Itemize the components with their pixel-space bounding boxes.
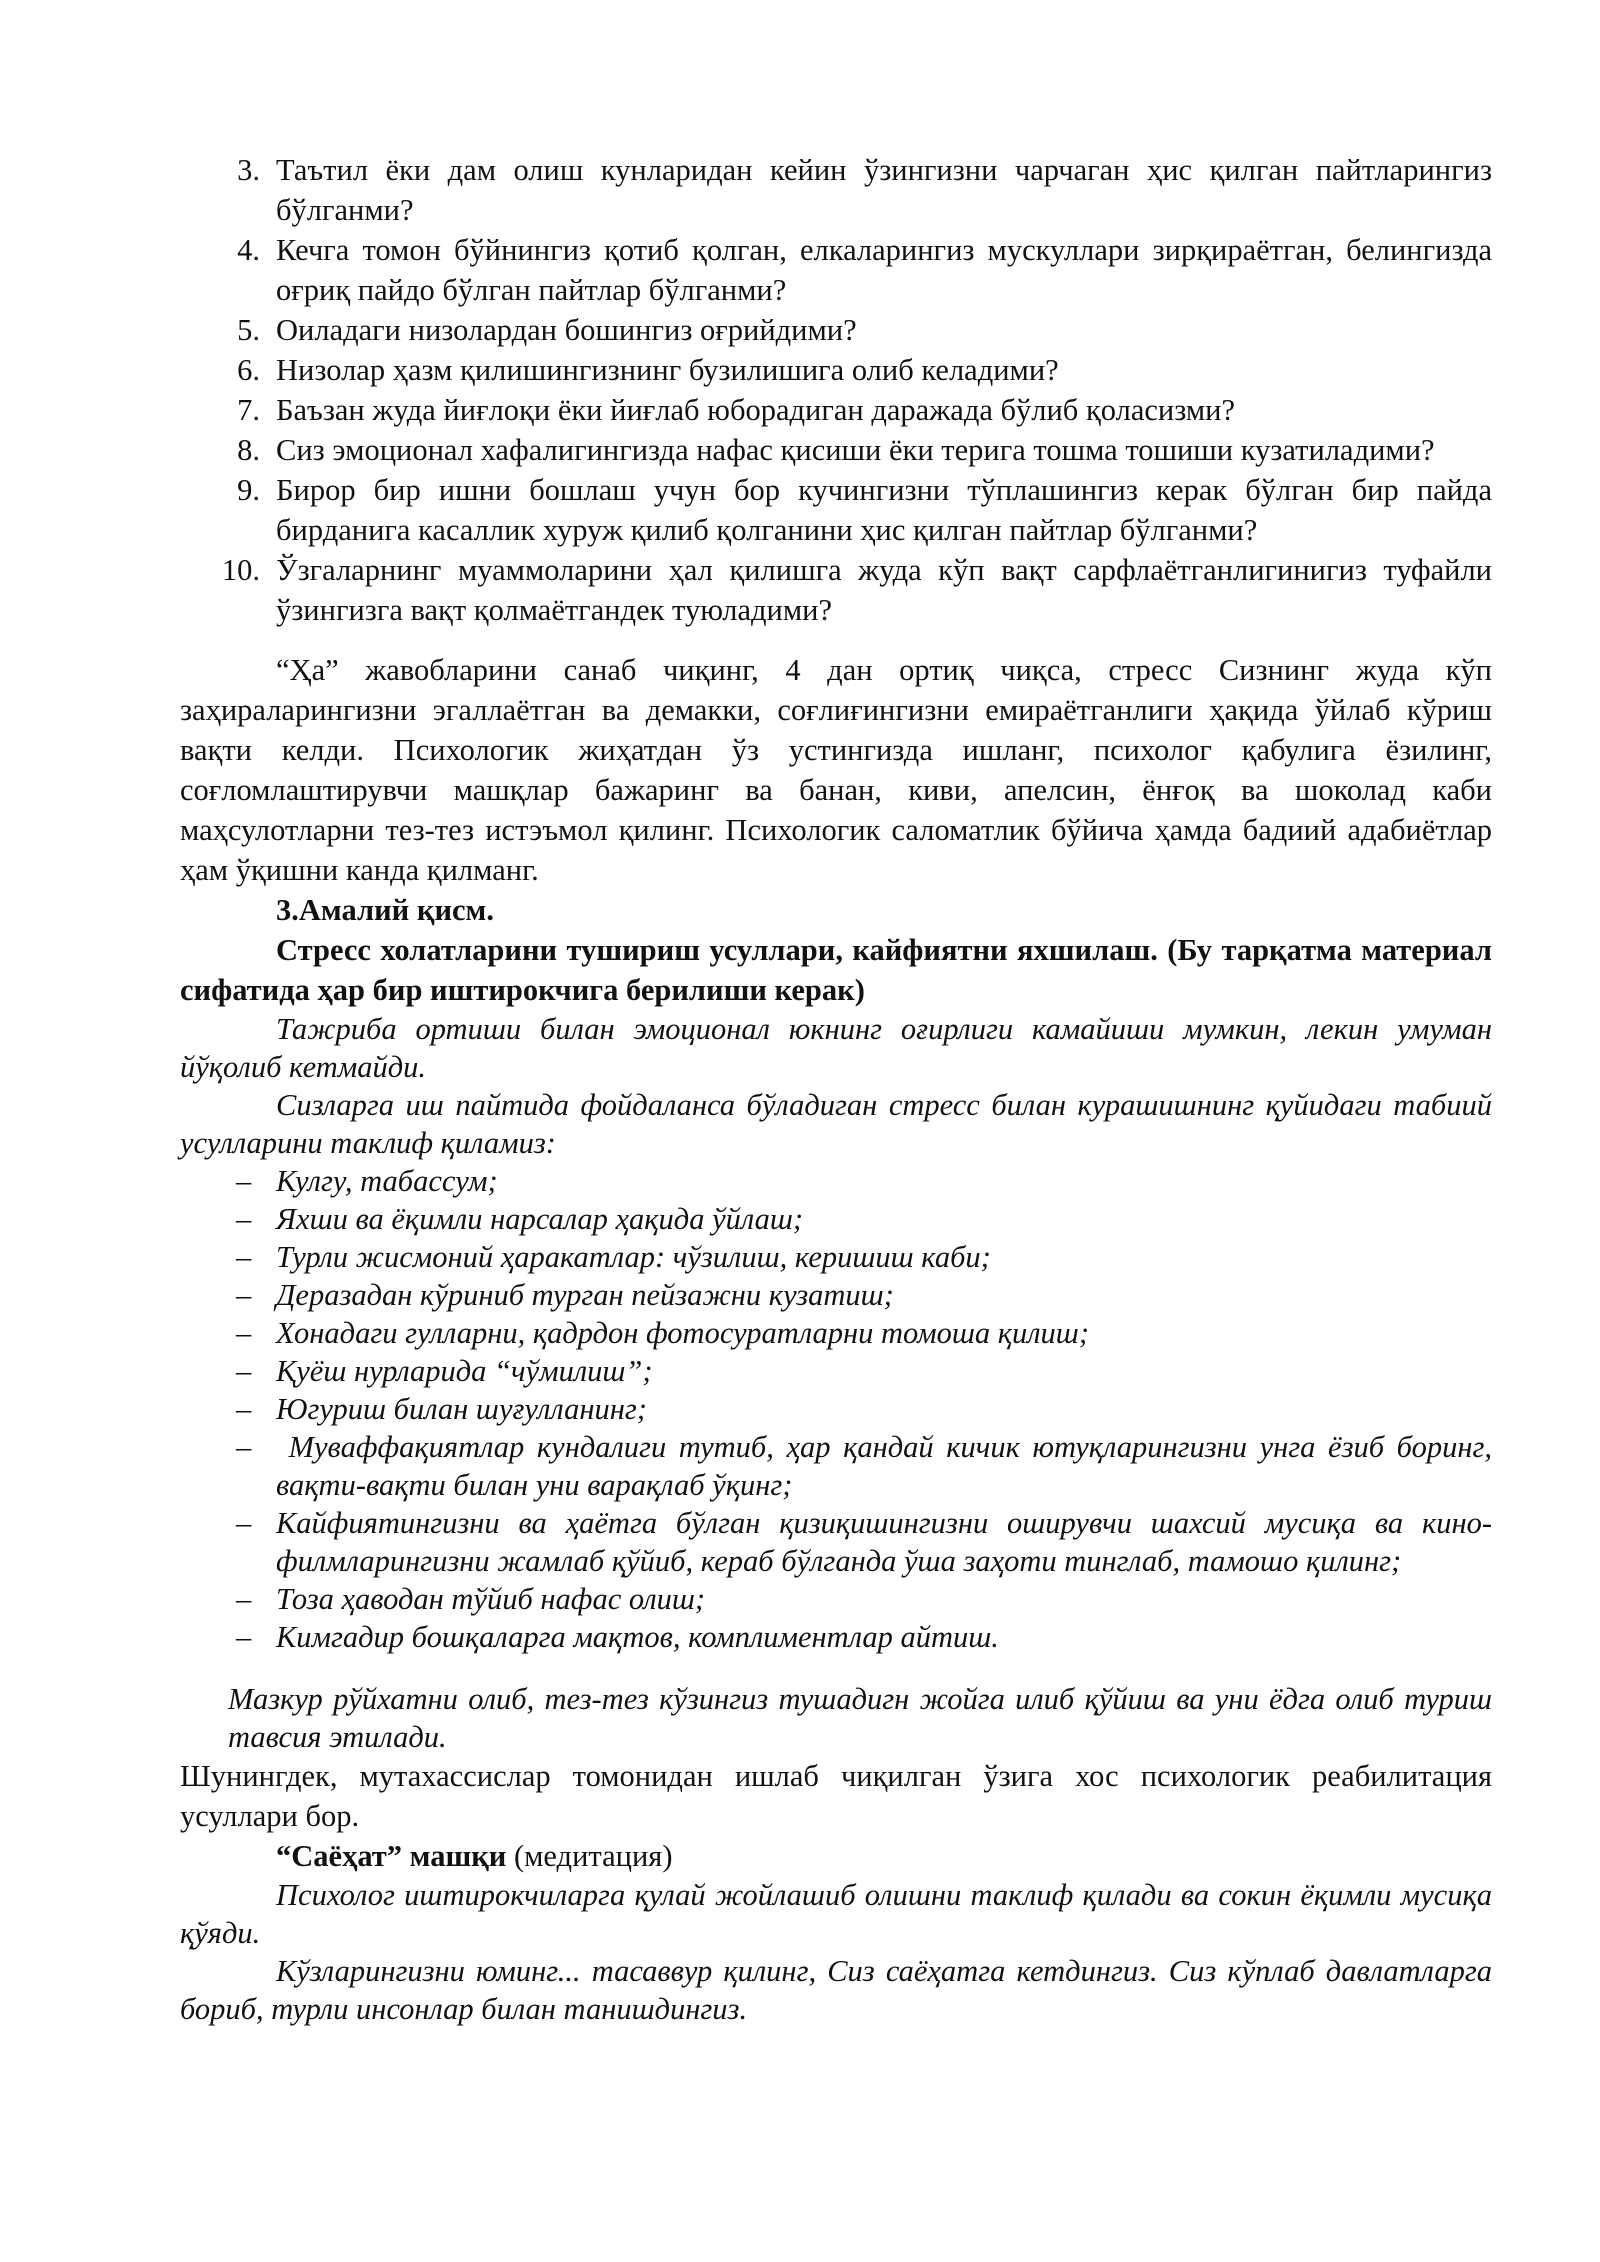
questionnaire-list — [180, 150, 1492, 630]
list-item: – Яхши ва ёқимли нарсалар ҳақида ўйлаш; — [236, 1202, 804, 1236]
intro-italic-1: Тажриба ортиши билан эмоционал юкнинг оғирлиги камайиши мумкин, лекин умуман йўқолиб кетмайди. — [180, 1012, 1492, 1084]
rehab-paragraph: Шунингдек, мутахассислар томонидан ишлаб чиқилган ўзига хос психологик реабилитация усуллари бор. — [180, 1759, 1492, 1833]
question-item: 8. Сиз эмоционал хафалигингизда нафас қисиши ёки терига тошма тошиши кузатиладими? — [237, 433, 1435, 467]
list-item: – Қуёш нурларида “чўмилиш”; — [236, 1354, 653, 1388]
question-item: 5. Оиладаги низолардан бошингиз оғрийдими? — [237, 313, 857, 347]
dash-bullet: – — [236, 1354, 252, 1388]
exercise-italic-2: Кўзларингизни юминг... тасаввур қилинг, Сиз саёҳатга кетдингиз. Сиз кўплаб давлатларга бориб, турли инсонлар билан танишдингиз. — [180, 1954, 1492, 2026]
list-note: Мазкур рўйхатни олиб, тез-тез кўзингиз тушадигн жойга илиб қўйиш ва уни ёдга олиб туриш тавсия этилади. — [228, 1682, 1492, 1754]
question-item: 6. Низолар ҳазм қилишингизнинг бузилишига олиб келадими? — [237, 353, 1059, 387]
list-item: – Кайфиятингизни ва ҳаётга бўлган қизиқишингизни оширувчи шахсий мусиқа ва кино-филмларингизни жамлаб қўйиб, кераб бўлганда ўша заҳоти тинглаб, тамошо қилинг; — [236, 1506, 1492, 1578]
list-item: – Тоза ҳаводан тўйиб нафас олиш; — [236, 1582, 706, 1616]
list-item: – Турли жисмоний ҳаракатлар: чўзилиш, керишиш каби; — [236, 1240, 991, 1274]
methods-heading: Стресс холатларини тушириш усуллари, кайфиятни яхшилаш. (Бу тарқатма материал сифатида ҳар бир иштирокчига берилиши керак) — [180, 933, 1492, 1007]
dash-bullet: – — [236, 1240, 252, 1274]
question-item: 4. Кечга томон бўйнингиз қотиб қолган, елкаларингиз мускуллари зирқираётган, белингизда оғриқ пайдо бўлган пайтлар бўлганми? — [237, 233, 1492, 307]
list-item: – Югуриш билан шуғулланинг; — [236, 1392, 647, 1426]
exercise-heading — [180, 1836, 1492, 1876]
list-item: – Кулгу, табассум; — [236, 1164, 498, 1198]
intro-italic-2: Сизларга иш пайтида фойдаланса бўладиган стресс билан курашишнинг қуйидаги табиий усулларини таклиф қиламиз: — [180, 1088, 1492, 1160]
exercise-italic-1: Психолог иштирокчиларга қулай жойлашиб олишни таклиф қилади ва сокин ёқимли мусиқа қўяди. — [180, 1878, 1492, 1950]
list-item: – Деразадан кўриниб турган пейзажни кузатиш; — [236, 1278, 894, 1312]
dash-bullet: – — [236, 1620, 252, 1654]
dash-bullet: – — [236, 1392, 252, 1426]
dash-bullet: – — [236, 1316, 252, 1350]
question-item: 10. Ўзгаларнинг муаммоларини ҳал қилишга жуда кўп вақт сарфлаётганлигинигиз туфайли ўзингизга вақт қолмаётгандек туюладими? — [221, 553, 1492, 627]
dash-bullet: – — [236, 1164, 252, 1198]
question-item: 3. Таътил ёки дам олиш кунларидан кейин ўзингизни чарчаган ҳис қилган пайтларингиз бўлганми? — [237, 153, 1492, 227]
question-item: 7. Баъзан жуда йиғлоқи ёки йиғлаб юборадиган даражада бўлиб қоласизми? — [237, 393, 1236, 427]
dash-bullet: – — [236, 1278, 252, 1312]
list-item: – Хонадаги гулларни, қадрдон фотосуратларни томоша қилиш; — [236, 1316, 1089, 1350]
methods-list — [180, 1162, 1500, 1656]
list-item: – Муваффақиятлар кундалиги тутиб, ҳар қандай кичик ютуқларингизни унга ёзиб боринг, вақти-вақти билан уни варақлаб ўқинг; — [236, 1430, 1500, 1502]
dash-bullet: – — [236, 1582, 252, 1616]
dash-bullet: – — [236, 1506, 252, 1540]
list-item: – Кимгадир бошқаларга мақтов, комплиментлар айтиш. — [236, 1620, 999, 1654]
exercise-title: “Саёҳат” машқи — [276, 1839, 507, 1873]
section-heading: 3.Амалий қисм. — [276, 893, 494, 927]
dash-bullet: – — [236, 1430, 252, 1464]
advice-paragraph: “Ҳа” жавобларини санаб чиқинг, 4 дан ортиқ чиқса, стресс Сизнинг жуда кўп заҳираларингизни эгаллаётган ва демакки, соғлиғингизни емираётганлиги ҳақида ўйлаб кўриш вақти келди. Психологик жиҳатдан ўз устингизда ишланг, психолог қабулига ёзилинг, соғломлаштирувчи машқлар бажаринг ва банан, киви, апелсин, ёнғоқ ва шоколад каби маҳсулотларни тез-тез истэъмол қилинг. Психологик саломатлик бўйича ҳамда бадиий адабиётлар ҳам ўқишни канда қилманг. — [180, 653, 1492, 887]
dash-bullet: – — [236, 1202, 252, 1236]
question-item: 9. Бирор бир ишни бошлаш учун бор кучингизни тўплашингиз керак бўлган бир пайда бирданига касаллик хуруж қилиб қолганини ҳис қилган пайтлар бўлганми? — [237, 473, 1492, 547]
exercise-subtitle: (медитация) — [506, 1839, 673, 1873]
